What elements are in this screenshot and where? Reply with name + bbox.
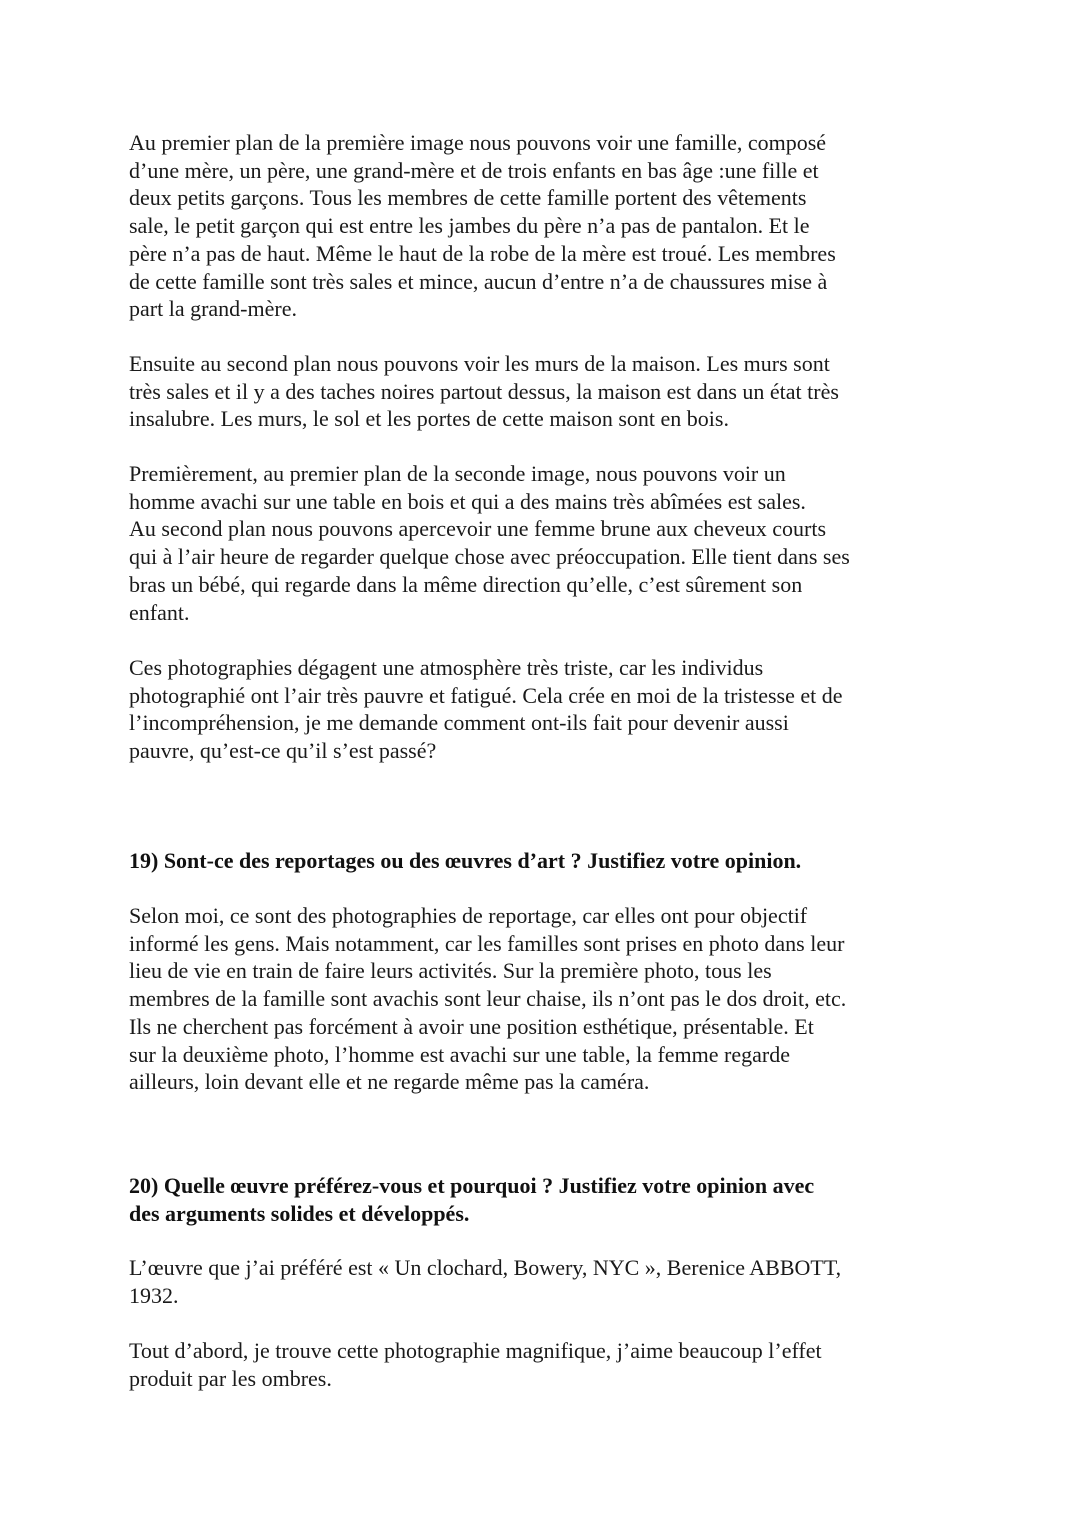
text-line: Selon moi, ce sont des photographies de reportage, car elles ont pour objectif [129,903,808,928]
text-line: membres de la famille sont avachis sont leur chaise, ils n’ont pas le dos droit, etc. [129,986,847,1012]
text-line: homme avachi sur une table en bois et qui a des mains très abîmées est sales. [129,488,806,514]
text-line: sur la deuxième photo, l’homme est avachi sur une table, la femme regarde [129,1041,790,1067]
text-line: ailleurs, loin devant elle et ne regarde même pas la caméra. [129,1069,650,1095]
text-line: d’une mère, un père, une grand-mère et de trois enfants en bas âge :une fille et [129,157,819,183]
answer-20-artwork [129,1254,841,1309]
question-19-heading [129,847,801,875]
text-line: père n’a pas de haut. Même le haut de la robe de la mère est troué. Les membres [129,240,836,266]
text-line: Ensuite au second plan nous pouvons voir les murs de la maison. Les murs sont [129,351,830,376]
text-line: enfant. [129,599,190,625]
text-line: produit par les ombres. [129,1365,332,1391]
text-line: Premièrement, au premier plan de la seconde image, nous pouvons voir un [129,461,786,486]
text-line: Au second plan nous pouvons apercevoir une femme brune aux cheveux courts [129,516,827,542]
text-line: 1932. [129,1282,179,1308]
text-line: photographié ont l’air très pauvre et fatigué. Cela crée en moi de la tristesse et de [129,682,843,708]
answer-20-reason [129,1337,822,1392]
text-line: part la grand-mère. [129,296,297,322]
paragraph-walls [129,350,839,433]
text-line: lieu de vie en train de faire leurs activités. Sur la première photo, tous les [129,958,772,984]
text-line: qui à l’air heure de regarder quelque chose avec préoccupation. Elle tient dans ses [129,544,850,570]
answer-19 [129,902,846,1096]
text-line: bras un bébé, qui regarde dans la même direction qu’elle, c’est sûrement son [129,571,803,597]
text-line: des arguments solides et développés. [129,1200,470,1226]
text-line: Tout d’abord, je trouve cette photographie magnifique, j’aime beaucoup l’effet [129,1338,822,1363]
paragraph-second-image [129,460,850,626]
text-line: pauvre, qu’est-ce qu’il s’est passé? [129,738,437,764]
paragraph-family [129,129,836,323]
text-line: de cette famille sont très sales et mince, aucun d’entre n’a de chaussures mise à [129,268,828,294]
text-line: l’incompréhension, je me demande comment ont-ils fait pour devenir aussi [129,710,789,736]
text-line: très sales et il y a des taches noires partout dessus, la maison est dans un état très [129,378,839,404]
text-line: Au premier plan de la première image nous pouvons voir une famille, composé [129,130,827,155]
text-line: Ces photographies dégagent une atmosphère très triste, car les individus [129,655,764,680]
text-line: 19) Sont-ce des reportages ou des œuvres d’art ? Justifiez votre opinion. [129,848,802,873]
text-line: 20) Quelle œuvre préférez-vous et pourquoi ? Justifiez votre opinion avec [129,1173,815,1198]
text-line: deux petits garçons. Tous les membres de cette famille portent des vêtements [129,185,807,211]
text-line: L’œuvre que j’ai préféré est « Un clochard, Bowery, NYC », Berenice ABBOTT, [129,1255,842,1280]
question-20-heading [129,1172,814,1227]
paragraph-atmosphere [129,654,843,765]
text-line: informé les gens. Mais notamment, car les familles sont prises en photo dans leur [129,930,845,956]
text-line: insalubre. Les murs, le sol et les portes de cette maison sont en bois. [129,406,729,432]
text-line: sale, le petit garçon qui est entre les jambes du père n’a pas de pantalon. Et le [129,213,810,239]
text-line: Ils ne cherchent pas forcément à avoir une position esthétique, présentable. Et [129,1013,814,1039]
